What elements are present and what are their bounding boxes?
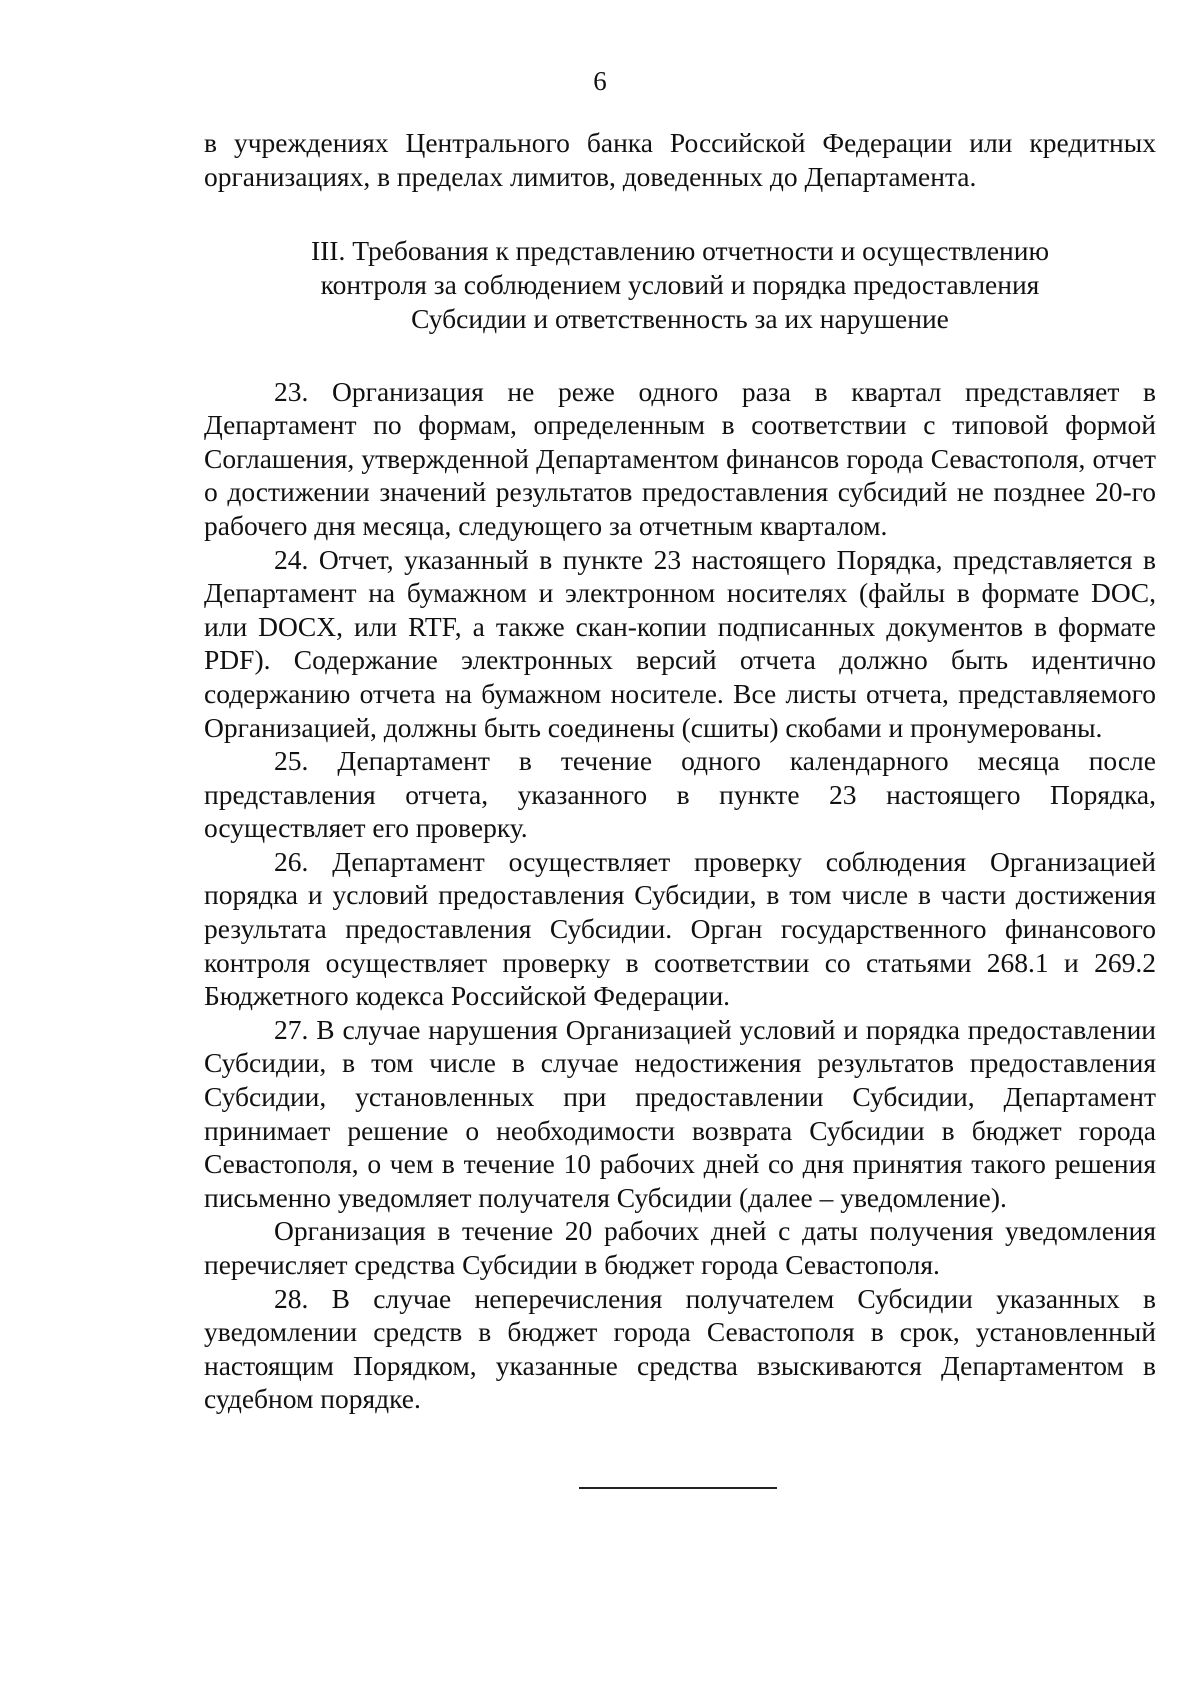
section-heading-line-3: Субсидии и ответственность за их нарушение xyxy=(411,302,949,334)
end-of-document-rule xyxy=(579,1487,777,1489)
intro-paragraph: в учреждениях Центрального банка Российской Федерации или кредитных организациях, в пределах лимитов, доведенных до Департамента. xyxy=(204,127,1156,192)
paragraph-26: 26. Департамент осуществляет проверку соблюдения Организацией порядка и условий предоставления Субсидии, в том числе в части достижения результата предоставления Субсидии. Орган государственного финансового контроля осуществляет проверку в соответствии со статьями 268.1 и 269.2 Бюджетного кодекса Российской Федерации. xyxy=(204,845,1156,1012)
section-heading-line-2: контроля за соблюдением условий и порядка предоставления xyxy=(320,268,1040,300)
paragraph-27: 27. В случае нарушения Организацией условий и порядка предоставлении Субсидии, в том числе в случае недостижения результатов предоставления Субсидии, установленных при предоставлении Субсидии, Департамент принимает решение о необходимости возврата Субсидии в бюджет города Севастополя, о чем в течение 10 рабочих дней со дня принятия такого решения письменно уведомляет получателя Субсидии (далее – уведомление). xyxy=(204,1013,1156,1213)
paragraph-27-continuation: Организация в течение 20 рабочих дней с даты получения уведомления перечисляет средства Субсидии в бюджет города Севастополя. xyxy=(204,1215,1156,1281)
paragraph-23: 23. Организация не реже одного раза в квартал представляет в Департамент по формам, определенным в соответствии с типовой формой Соглашения, утвержденной Департаментом финансов города Севастополя, отчет о достижении значений результатов предоставления субсидий не позднее 20-го рабочего дня месяца, следующего за отчетным кварталом. xyxy=(204,375,1156,541)
section-heading-line-1: III. Требования к представлению отчетности и осуществлению xyxy=(310,235,1050,267)
paragraph-24: 24. Отчет, указанный в пункте 23 настоящего Порядка, представляется в Департамент на бумажном и электронном носителях (файлы в формате DOC, или DOCX, или RTF, а также скан-копии подписанных документов в формате PDF). Содержание электронных версий отчета должно быть идентично содержанию отчета на бумажном носителе. Все листы отчета, представляемого Организацией, должны быть соединены (сшиты) скобами и пронумерованы. xyxy=(204,543,1156,743)
paragraph-28: 28. В случае неперечисления получателем Субсидии указанных в уведомлении средств в бюджет города Севастополя в срок, установленный настоящим Порядком, указанные средства взыскиваются Департаментом в судебном порядке. xyxy=(204,1282,1156,1415)
paragraph-25: 25. Департамент в течение одного календарного месяца после представления отчета, указанного в пункте 23 настоящего Порядка, осуществляет его проверку. xyxy=(204,745,1156,844)
page-number: 6 xyxy=(593,66,607,96)
document-body xyxy=(204,126,1156,1416)
section-heading xyxy=(204,234,1156,335)
